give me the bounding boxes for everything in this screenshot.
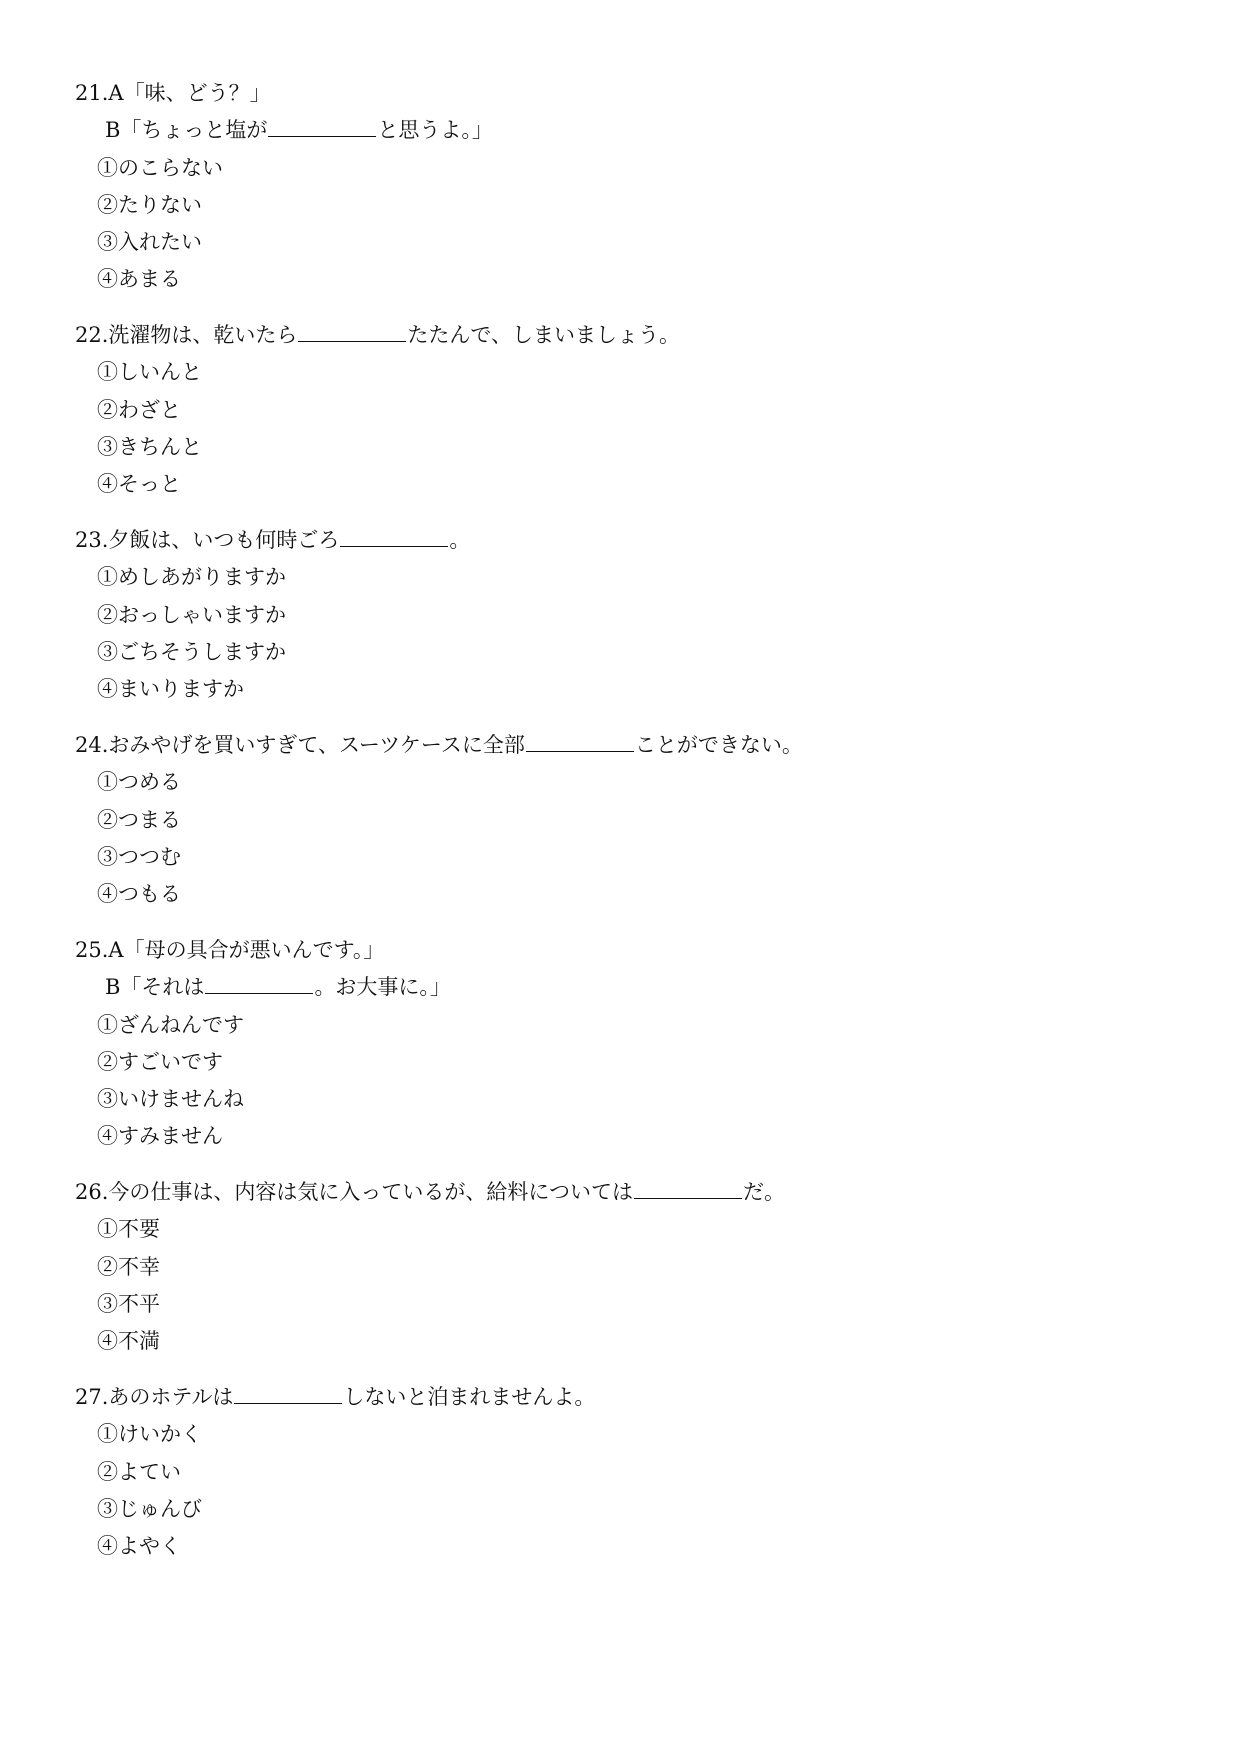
answer-blank [298,317,406,342]
option-3: ③入れたい [97,230,202,255]
option-2: ②たりない [97,192,202,217]
question-21 [75,75,1175,299]
option-3: ③不平 [97,1291,160,1316]
prompt-after: しないと泊まれませんよ。 [343,1385,596,1409]
prompt-before: おみやげを買いすぎて、スーツケースに全部 [108,733,525,757]
question-number: 22. [75,323,109,347]
prompt-before: 夕飯は、いつも何時ごろ [108,528,340,552]
prompt-after: たたんで、しまいましょう。 [407,323,680,347]
answer-blank [526,727,634,752]
question-line [75,75,1175,112]
answer-blank [634,1174,742,1199]
question-number: 27. [75,1385,109,1409]
option-4: ④そっと [97,472,181,497]
question-line [75,317,1175,354]
question-line [75,1379,1175,1416]
prompt-after: と思うよ。」 [377,118,493,143]
option-2: ②すごいです [97,1049,223,1074]
option-3: ③じゅんび [97,1496,202,1521]
prompt-before: あのホテルは [108,1385,234,1409]
prompt-before: 洗濯物は、乾いたら [108,323,298,347]
answer-blank [234,1379,342,1404]
question-number: 21. [75,81,109,105]
option-2: ②おっしゃいますか [97,602,286,627]
answer-blank [205,969,313,994]
prompt-after: 。 [449,528,471,552]
question-number: 26. [75,1180,109,1204]
option-3: ③きちんと [97,434,202,459]
question-27 [75,1379,1175,1565]
answer-blank [268,112,376,137]
option-1: ①めしあがりますか [97,565,286,590]
speaker-a-line: A「味、どう？」 [108,81,271,105]
option-2: ②わざと [97,397,181,422]
question-26 [75,1174,1175,1360]
option-4: ④すみません [97,1124,223,1149]
option-2: ②つまる [97,807,181,832]
option-1: ①のこらない [97,155,223,180]
question-number: 23. [75,528,109,552]
option-1: ①ざんねんです [97,1012,244,1037]
question-25 [75,932,1175,1156]
question-23 [75,522,1175,708]
question-number: 24. [75,733,109,757]
question-line [75,932,1175,969]
question-line [75,727,1175,764]
prompt-before: 今の仕事は、内容は気に入っているが、給料については [108,1180,633,1204]
option-1: ①しいんと [97,360,202,385]
answer-blank [340,522,448,547]
option-3: ③いけませんね [97,1087,244,1112]
question-line [75,1174,1175,1211]
option-4: ④つもる [97,882,181,907]
option-3: ③ごちそうしますか [97,639,286,664]
speaker-b-line [75,112,1175,149]
speaker-b-line [75,969,1175,1006]
prompt-after: だ。 [742,1180,785,1204]
option-2: ②よてい [97,1459,181,1484]
option-1: ①つめる [97,770,181,795]
option-4: ④不満 [97,1329,160,1354]
prompt-after: 。お大事に。」 [314,975,451,1000]
option-4: ④よやく [97,1534,181,1559]
prompt-before: B「ちょっと塩が [105,118,268,143]
option-1: ①けいかく [97,1422,202,1447]
speaker-a-line: A「母の具合が悪いんです。」 [108,938,385,962]
option-3: ③つつむ [97,844,181,869]
question-line [75,522,1175,559]
option-1: ①不要 [97,1217,160,1242]
prompt-after: ことができない。 [634,733,803,757]
option-2: ②不幸 [97,1254,160,1279]
option-4: ④まいりますか [97,677,244,702]
question-24 [75,727,1175,913]
prompt-before: B「それは [105,975,205,1000]
option-4: ④あまる [97,267,181,292]
question-number: 25. [75,938,109,962]
question-22 [75,317,1175,503]
